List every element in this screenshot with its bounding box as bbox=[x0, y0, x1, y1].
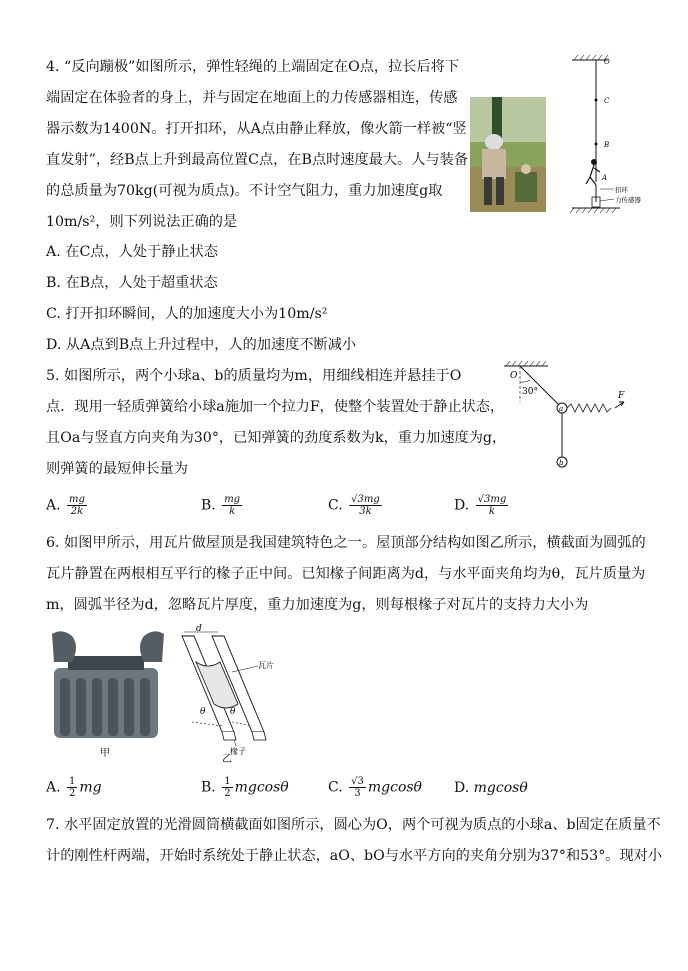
q4-line-3: 器示数为1400N。打开扣环，从A点由静止释放，像火箭一样被“竖 bbox=[46, 121, 467, 137]
q4-option-d: D. 从A点到B点上升过程中，人的加速度不断减小 bbox=[46, 337, 357, 353]
q7-line-1: 7. 水平固定放置的光滑圆筒横截面如图所示，圆心为O，两个可视为质点的小球a、b固定在质量不 bbox=[46, 817, 661, 833]
q5-option-b bbox=[201, 494, 244, 517]
q5-option-d-num: √3mg bbox=[477, 494, 507, 505]
q6-line-1: 6. 如图甲所示，用瓦片做屋顶是我国建筑特色之一。屋顶部分结构如图乙所示，横截面为圆弧的 bbox=[46, 535, 646, 551]
q6-option-d bbox=[454, 778, 528, 798]
label-F: F bbox=[618, 391, 625, 401]
label-yi: 乙 bbox=[222, 754, 232, 764]
label-tile: 瓦片 bbox=[258, 661, 274, 670]
label-O: O bbox=[510, 371, 518, 381]
q5-option-d-letter: D. bbox=[454, 497, 470, 514]
q6-line-2: 瓦片静置在两根相互平行的椽子正中间。已知椽子间距离为d，与水平面夹角均为θ，瓦片质量为 bbox=[46, 566, 646, 582]
label-d: d bbox=[196, 624, 202, 634]
q4-line-2: 端固定在体验者的身上，并与固定在地面上的力传感器相连，传感 bbox=[46, 90, 458, 106]
label-a: a bbox=[559, 405, 564, 413]
label-30deg: 30° bbox=[522, 387, 538, 397]
label-b: b bbox=[559, 459, 564, 467]
label-theta-2: θ bbox=[230, 707, 236, 717]
q5-line-3: 且Oa与竖直方向夹角为30°，已知弹簧的劲度系数为k，重力加速度为g， bbox=[46, 430, 507, 446]
label-A: A bbox=[602, 174, 608, 182]
q6-option-a-num: 1 bbox=[69, 776, 76, 787]
q6-option-c-letter: C. bbox=[328, 779, 343, 796]
q6-line-3: m，圆弧半径为d，忽略瓦片厚度，重力加速度为g，则每根椽子对瓦片的支持力大小为 bbox=[46, 597, 589, 613]
q4-option-b: B. 在B点，人处于超重状态 bbox=[46, 275, 218, 291]
q5-option-c-num: √3mg bbox=[351, 494, 380, 505]
q5-option-b-den: k bbox=[229, 506, 236, 517]
q6-option-d-letter: D. bbox=[454, 780, 470, 796]
q5-option-c-den: 3k bbox=[359, 506, 372, 517]
q7-line-2: 计的刚性杆两端，开始时系统处于静止状态，aO、bO与水平方向的夹角分别为37°和53°。现对小 bbox=[46, 848, 663, 864]
q5-option-c-letter: C. bbox=[328, 497, 343, 514]
label-sensor: 力传感器 bbox=[615, 196, 641, 204]
roof-tile-photo bbox=[48, 628, 168, 763]
q6-option-b bbox=[201, 776, 289, 799]
q4-line-1: 4. “反向蹦极”如图所示，弹性轻绳的上端固定在O点，拉长后将下 bbox=[46, 59, 460, 75]
q5-option-a-letter: A. bbox=[46, 497, 61, 514]
q5-line-4: 则弹簧的最短伸长量为 bbox=[46, 461, 188, 477]
q4-line-5: 的总质量为70kg(可视为质点)。不计空气阻力，重力加速度g取 bbox=[46, 183, 443, 199]
label-rafter: 椽子 bbox=[230, 747, 246, 756]
bungee-photo bbox=[470, 97, 546, 212]
q6-option-a-den: 2 bbox=[69, 788, 76, 799]
q6-option-b-letter: B. bbox=[201, 779, 216, 796]
q6-option-c-den: 3 bbox=[354, 788, 361, 799]
q5-option-a-num: mg bbox=[69, 494, 85, 505]
q5-option-c bbox=[328, 494, 384, 517]
q6-option-c bbox=[328, 776, 422, 799]
q6-option-a-letter: A. bbox=[46, 779, 61, 796]
q6-option-b-den: 2 bbox=[224, 788, 231, 799]
q6-option-b-num: 1 bbox=[224, 776, 231, 787]
q5-line-1: 5. 如图所示，两个小球a、b的质量均为m，用细线相连并悬挂于O bbox=[46, 368, 462, 384]
q4-option-a: A. 在C点，人处于静止状态 bbox=[46, 244, 218, 260]
label-O: O bbox=[604, 58, 610, 66]
spring-diagram bbox=[498, 360, 638, 475]
label-C: C bbox=[604, 97, 610, 105]
q6-option-b-suffix: mgcosθ bbox=[234, 779, 289, 796]
q5-option-b-letter: B. bbox=[201, 497, 216, 514]
q5-option-a bbox=[46, 494, 89, 517]
q6-option-c-suffix: mgcosθ bbox=[367, 779, 422, 796]
q6-option-d-suffix: mgcosθ bbox=[473, 780, 528, 796]
q4-line-6: 10m/s²，则下列说法正确的是 bbox=[46, 214, 238, 230]
label-B: B bbox=[604, 141, 610, 149]
q5-option-d-den: k bbox=[488, 506, 495, 517]
q5-option-b-num: mg bbox=[224, 494, 241, 505]
q6-option-c-num: √3 bbox=[351, 776, 364, 787]
label-jia: 甲 bbox=[100, 748, 110, 759]
q5-line-2: 点．现用一轻质弹簧给小球a施加一个拉力F，使整个装置处于静止状态， bbox=[46, 399, 505, 415]
q6-option-a bbox=[46, 776, 102, 799]
label-theta-1: θ bbox=[200, 707, 206, 717]
q4-line-4: 直发射”，经B点上升到最高位置C点，在B点时速度最大。人与装备 bbox=[46, 152, 469, 168]
q5-option-a-den: 2k bbox=[70, 506, 84, 517]
q4-option-c: C. 打开扣环瞬间，人的加速度大小为10m/s² bbox=[46, 306, 328, 322]
rafter-diagram bbox=[172, 622, 282, 764]
bungee-diagram bbox=[560, 52, 660, 222]
q6-option-a-suffix: mg bbox=[79, 779, 102, 796]
q5-option-d bbox=[454, 494, 510, 517]
label-buckle: 扣环 bbox=[615, 186, 628, 194]
